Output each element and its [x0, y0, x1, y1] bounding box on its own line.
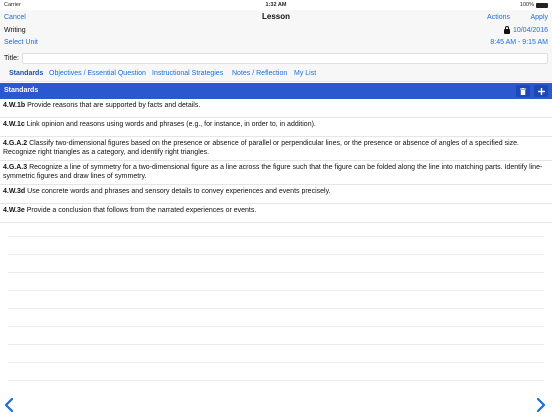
- chevron-left-icon: [4, 398, 14, 412]
- standard-code: 4.W.1c: [3, 121, 25, 128]
- divider: [8, 326, 544, 327]
- add-standard-button[interactable]: [534, 85, 548, 97]
- date-value[interactable]: 10/04/2016: [512, 26, 548, 34]
- standard-text: Recognize a line of symmetry for a two-dimensional figure as a line across the figure such that the figure can be folded along the line into matching parts. Identify line-symmetric figures and draw lines of symmetry.: [3, 164, 543, 180]
- tab-bar: [0, 68, 552, 82]
- standard-text: Classify two-dimensional figures based on the presence or absence of parallel or perpendicular lines, or the presence or absence of angles of a specified size. Recognize right triangles as a category, and identify right triangles.: [3, 140, 519, 156]
- battery-status: [520, 2, 548, 8]
- divider: [8, 362, 544, 363]
- standard-code: 4.G.A.2: [3, 140, 28, 147]
- divider: [8, 344, 544, 345]
- divider: [8, 236, 544, 237]
- lock-icon: [504, 26, 510, 34]
- title-input[interactable]: [22, 53, 548, 64]
- list-item[interactable]: [0, 120, 552, 137]
- divider: [8, 272, 544, 273]
- list-item[interactable]: [0, 187, 552, 204]
- standard-code: 4.W.3e: [3, 207, 25, 214]
- divider: [8, 254, 544, 255]
- battery-percent: 100%: [519, 2, 534, 8]
- battery-icon: [536, 3, 548, 8]
- previous-button[interactable]: [4, 398, 16, 412]
- title-row: [0, 52, 552, 66]
- list-item[interactable]: [0, 163, 552, 185]
- status-time: 1:32 AM: [265, 2, 287, 8]
- lesson-date[interactable]: [504, 26, 548, 34]
- standards-list: [0, 99, 552, 395]
- standards-section-bar: [0, 83, 552, 99]
- tab-objectives[interactable]: Objectives / Essential Question: [49, 70, 146, 77]
- actions-button[interactable]: Actions: [487, 14, 510, 21]
- chevron-right-icon: [536, 398, 546, 412]
- standard-code: 4.W.1b: [3, 102, 26, 109]
- plus-icon: [538, 88, 545, 95]
- tab-notes-reflection[interactable]: Notes / Reflection: [232, 70, 288, 77]
- standard-text: Link opinion and reasons using words and phrases (e.g., for instance, in order to, in addition).: [24, 121, 316, 128]
- section-title: Standards: [4, 87, 39, 94]
- standard-text: Provide a conclusion that follows from the narrated experiences or events.: [24, 207, 257, 214]
- standard-text: Provide reasons that are supported by facts and details.: [25, 102, 201, 109]
- title-label: Title:: [4, 55, 19, 62]
- list-item[interactable]: [0, 206, 552, 223]
- divider: [8, 290, 544, 291]
- apply-button[interactable]: Apply: [530, 14, 548, 21]
- select-unit-button[interactable]: Select Unit: [4, 39, 38, 46]
- tab-standards[interactable]: Standards: [9, 70, 44, 77]
- delete-button[interactable]: [516, 85, 530, 97]
- next-button[interactable]: [536, 398, 548, 412]
- tab-instructional-strategies[interactable]: Instructional Strategies: [152, 70, 224, 77]
- list-item[interactable]: [0, 139, 552, 161]
- standard-code: 4.W.3d: [3, 188, 26, 195]
- cancel-button[interactable]: Cancel: [4, 14, 26, 21]
- bottom-nav: [0, 395, 552, 414]
- tab-my-list[interactable]: My List: [294, 70, 317, 77]
- carrier-label: Carrier: [4, 2, 21, 8]
- list-item[interactable]: [0, 101, 552, 118]
- trash-icon: [520, 88, 526, 95]
- time-range[interactable]: 8:45 AM - 9:15 AM: [490, 39, 548, 46]
- standard-text: Use concrete words and phrases and sensory details to convey experiences and events precisely.: [25, 188, 331, 195]
- subject-label: Writing: [4, 27, 26, 34]
- divider: [8, 380, 544, 381]
- page-title: Lesson: [261, 12, 290, 21]
- standard-code: 4.G.A.3: [3, 164, 28, 171]
- divider: [8, 308, 544, 309]
- status-bar: [0, 0, 552, 10]
